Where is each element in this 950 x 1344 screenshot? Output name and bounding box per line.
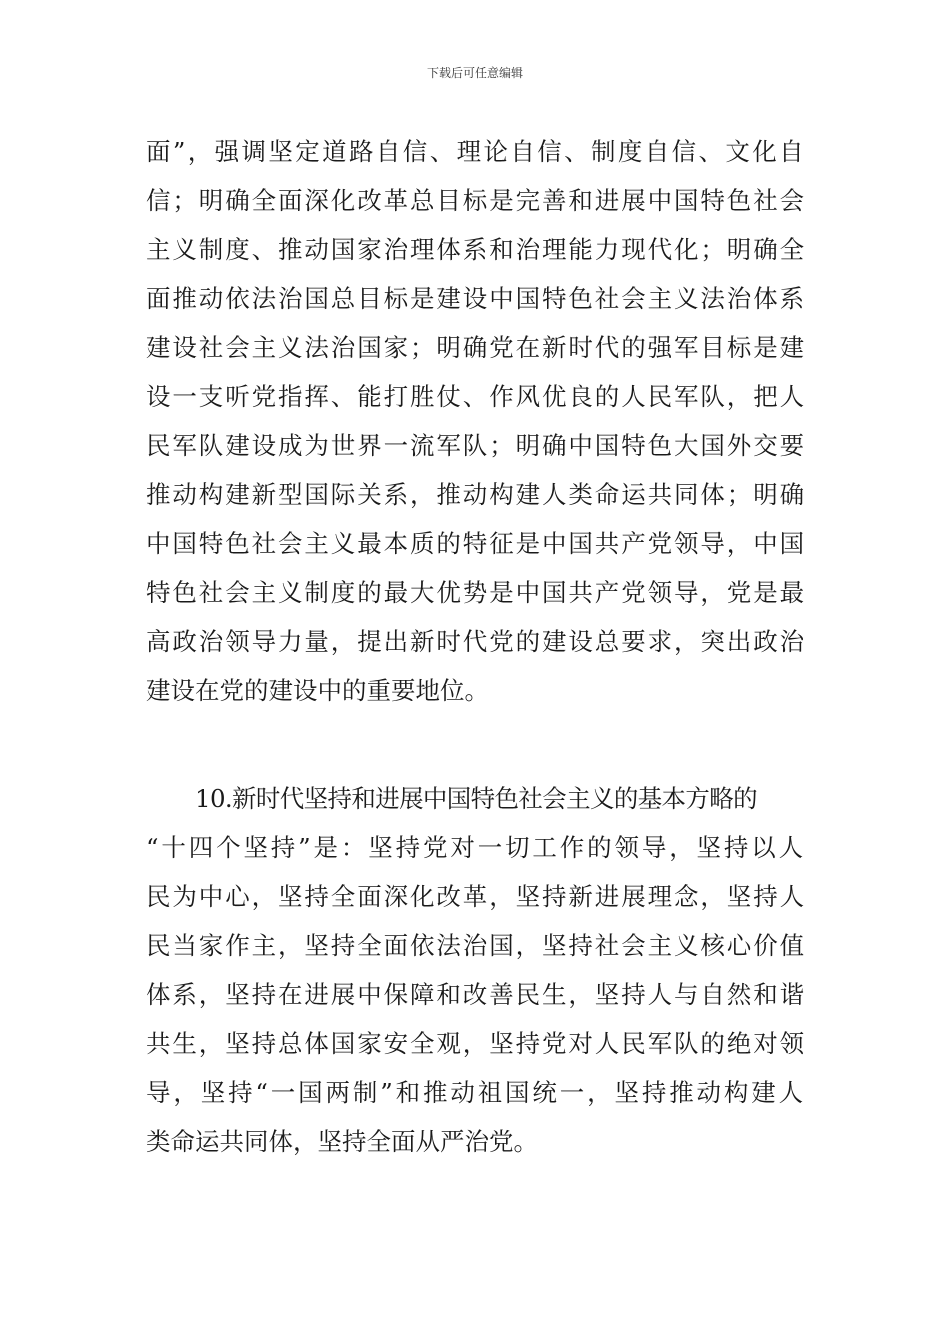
text-line: 民当家作主，坚持全面依法治国，坚持社会主义核心价值 (146, 931, 806, 960)
text-line: 10.新时代坚持和进展中国特色社会主义的基本方略的 (195, 784, 757, 813)
paragraph-item-10 (146, 774, 806, 1166)
text-line: 设一支听党指挥、能打胜仗、作风优良的人民军队，把人 (146, 382, 806, 411)
text-line: 民军队建设成为世界一流军队；明确中国特色大国外交要 (146, 431, 806, 460)
text-line: 中国特色社会主义最本质的特征是中国共产党领导，中国 (146, 529, 806, 558)
text-line: 主义制度、推动国家治理体系和治理能力现代化；明确全 (146, 235, 806, 264)
text-line: 体系，坚持在进展中保障和改善民生，坚持人与自然和谐 (146, 980, 806, 1009)
text-line: 面”，强调坚定道路自信、理论自信、制度自信、文化自 (146, 137, 806, 166)
text-line: 信；明确全面深化改革总目标是完善和进展中国特色社会 (146, 186, 806, 215)
text-line: 特色社会主义制度的最大优势是中国共产党领导，党是最 (146, 578, 806, 607)
text-line: 推动构建新型国际关系，推动构建人类命运共同体；明确 (146, 480, 806, 509)
text-line: 共生，坚持总体国家安全观，坚持党对人民军队的绝对领 (146, 1029, 806, 1058)
text-line: “十四个坚持”是：坚持党对一切工作的领导，坚持以人 (146, 833, 806, 862)
text-line: 建设在党的建设中的重要地位。 (146, 676, 489, 705)
text-line: 导，坚持“一国两制”和推动祖国统一，坚持推动构建人 (146, 1078, 806, 1107)
text-line: 面推动依法治国总目标是建设中国特色社会主义法治体系 (146, 284, 806, 313)
text-line: 类命运共同体，坚持全面从严治党。 (146, 1127, 538, 1156)
text-line: 民为中心，坚持全面深化改革，坚持新进展理念，坚持人 (146, 882, 806, 911)
page-header: 下载后可任意编辑 (426, 66, 523, 80)
text-line: 建设社会主义法治国家；明确党在新时代的强军目标是建 (146, 333, 806, 362)
paragraph-continuation (146, 127, 806, 715)
text-line: 高政治领导力量，提出新时代党的建设总要求，突出政治 (146, 627, 806, 656)
